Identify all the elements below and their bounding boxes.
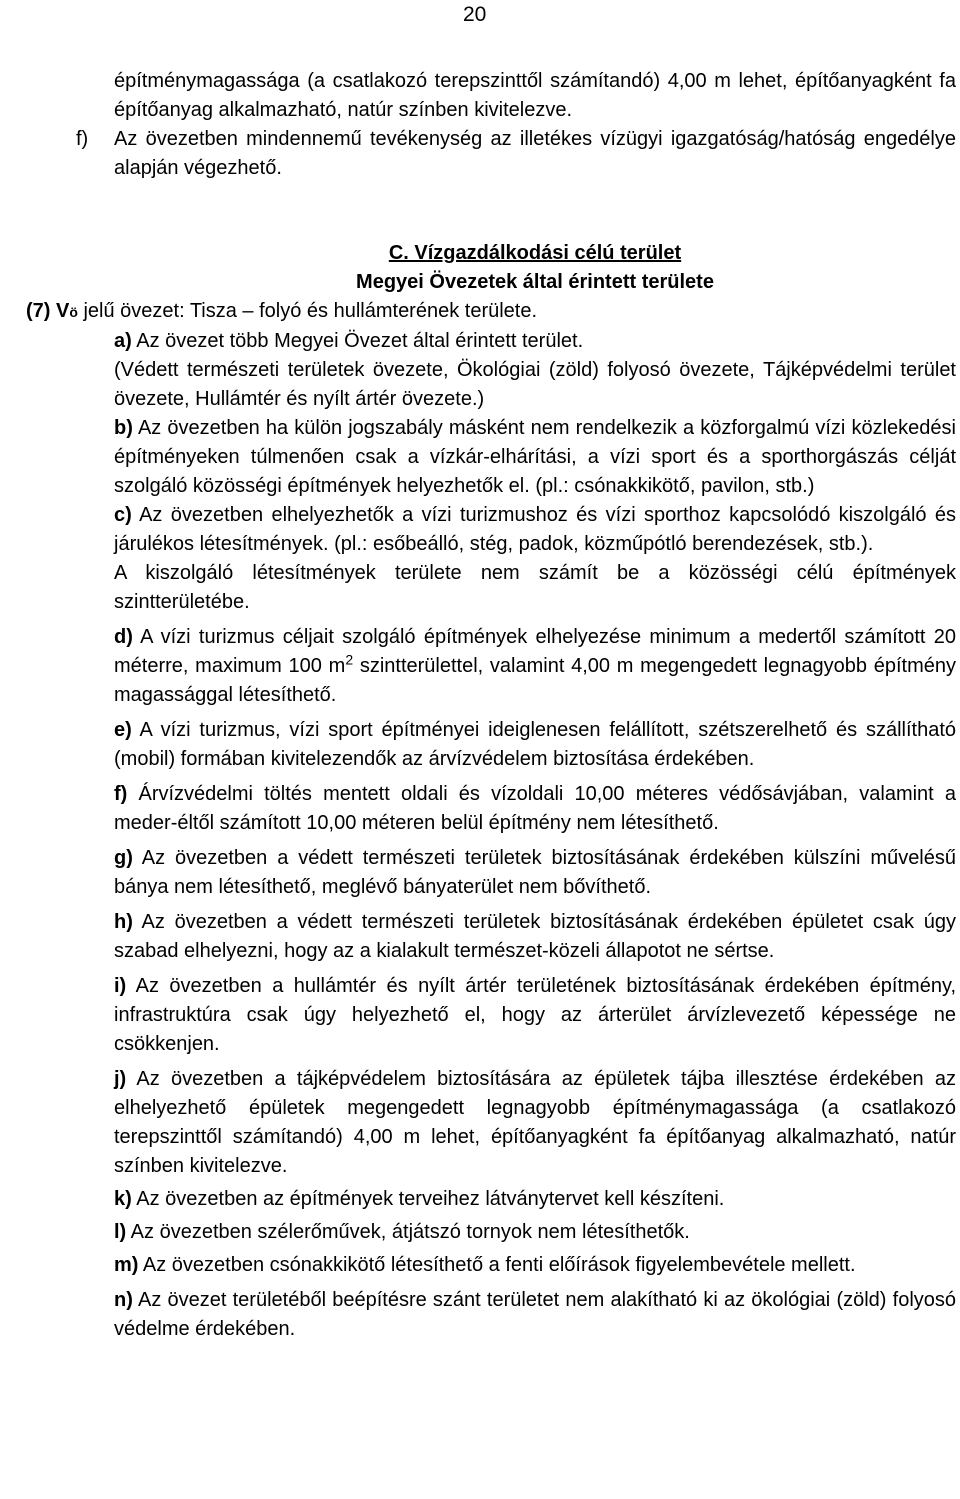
item-f-top (76, 125, 956, 183)
item-label: m) (114, 1254, 139, 1276)
item-text: Az övezetben a védett természeti területek biztosításának érdekében épületet csak úgy szabad elhelyezni, hogy az a kialakult természet-közeli állapotot ne sértse. (114, 911, 956, 962)
item-text: Az övezetben csónakkikötő létesíthető a fenti előírások figyelembevétele mellett. (142, 1254, 856, 1276)
item-label: l) (114, 1221, 127, 1243)
item-j (76, 1065, 956, 1181)
item-text: Az övezetben az építmények terveihez látványtervet kell készíteni. (136, 1188, 725, 1210)
item-g (76, 844, 956, 902)
item-text: Az övezetben a védett természeti területek biztosításának érdekében külszíni művelésű bánya nem létesíthető, meglévő bányaterület nem bővíthető. (114, 847, 957, 898)
item-a (76, 327, 956, 356)
item-l (76, 1218, 956, 1247)
item-text: Az övezetben a hullámtér és nyílt ártér területének biztosításának érdekében építmény, infrastruktúra csak úgy helyezhető el, hogy az árterület árvízlevezető képessége ne csökkenjen. (114, 975, 957, 1055)
item-text: Az övezetben szélerőművek, átjátszó tornyok nem létesíthetők. (130, 1221, 690, 1243)
item-text-cont: szintterülettel, valamint 4,00 m megengedett legnagyobb építmény magassággal létesíthető. (114, 655, 956, 706)
item-i (76, 972, 956, 1059)
item-c-extra: A kiszolgáló létesítmények területe nem számít be a közösségi célú építmények szintterületébe. (114, 562, 956, 613)
section-title: C. Vízgazdálkodási célú terület (388, 242, 682, 264)
item-f (76, 780, 956, 838)
item-c (76, 501, 956, 559)
item-text: A vízi turizmus céljait szolgáló építmények elhelyezése minimum a medertől számított 20 méterre, maximum 100 m (114, 626, 956, 677)
item-label: g) (114, 847, 133, 869)
item-label: e) (114, 719, 132, 741)
item-text: Az övezetben a tájképvédelem biztosítására az épületek tájba illesztése érdekében az elhelyezhető épületek megengedett legnagyobb építménymagassága (a csatlakozó terepszinttől számítandó) 4,00 m lehet, építőanyagként fa építőanyag alkalmazható, natúr színben kivitelezve. (114, 1068, 957, 1177)
item-text: Árvízvédelmi töltés mentett oldali és vízoldali 10,00 méteres védősávjában, valamint a meder-éltől számított 10,00 méteren belül építmény nem létesíthető. (114, 783, 957, 834)
item-text: Az övezetben mindennemű tevékenység az illetékes vízügyi igazgatóság/hatóság engedélye alapján végezhető. (114, 128, 956, 179)
item-text: Az övezetben elhelyezhetők a vízi turizmushoz és vízi sporthoz kapcsolódó kiszolgáló és járulékos létesítmények. (pl.: esőbeálló, stég, padok, közműpótló berendezések, stb.). (114, 504, 957, 555)
item-h (76, 908, 956, 966)
superscript: 2 (345, 651, 354, 668)
item-m (76, 1251, 956, 1280)
item-d (76, 623, 956, 710)
zone-definition: (7) Vö jelű övezet: Tisza – folyó és hullámterének területe. (26, 300, 538, 322)
item-label: i) (114, 975, 127, 997)
item-label: n) (114, 1289, 133, 1311)
section-subtitle: Megyei Övezetek által érintett területe (356, 271, 714, 293)
item-a-detail: (Védett természeti területek övezete, Ökológiai (zöld) folyosó övezete, Tájképvédelmi terület övezete, Hullámtér és nyílt ártér övezete.) (114, 359, 956, 410)
section-heading (76, 239, 956, 297)
item-k (76, 1185, 956, 1214)
item-label: d) (114, 626, 133, 648)
item-label: a) (114, 330, 132, 352)
item-e (76, 716, 956, 774)
page-number: 20 (463, 3, 487, 26)
item-text: A vízi turizmus, vízi sport építményei ideiglenesen felállított, szétszerelhető és szállítható (mobil) formában kivitelezendők az árvízvédelem biztosítása érdekében. (114, 719, 957, 770)
continued-paragraph: építménymagassága (a csatlakozó terepszinttől számítandó) 4,00 m lehet, építőanyagként fa építőanyag alkalmazható, natúr színben kivitelezve. (114, 70, 956, 121)
item-label: f) (76, 128, 89, 150)
item-label: j) (114, 1068, 127, 1090)
item-b (76, 414, 956, 501)
item-label: h) (114, 911, 133, 933)
document-body (26, 67, 957, 1344)
item-label: f) (114, 783, 128, 805)
item-text: Az övezetben ha külön jogszabály másként nem rendelkezik a közforgalmú vízi közlekedési építményeken túlmenően csak a vízkár-elhárítási, a vízi sport és a sporthorgászás célját szolgáló közösségi építmények helyezhetők el. (pl.: csónakkikötő, pavilon, stb.) (114, 417, 956, 497)
item-label: c) (114, 504, 132, 526)
item-label: k) (114, 1188, 132, 1210)
item-text: Az övezet több Megyei Övezet által érintett terület. (136, 330, 584, 352)
item-label: b) (114, 417, 133, 439)
item-n (76, 1286, 956, 1344)
item-text: Az övezet területéből beépítésre szánt területet nem alakítható ki az ökológiai (zöld) folyosó védelme érdekében. (114, 1289, 957, 1340)
